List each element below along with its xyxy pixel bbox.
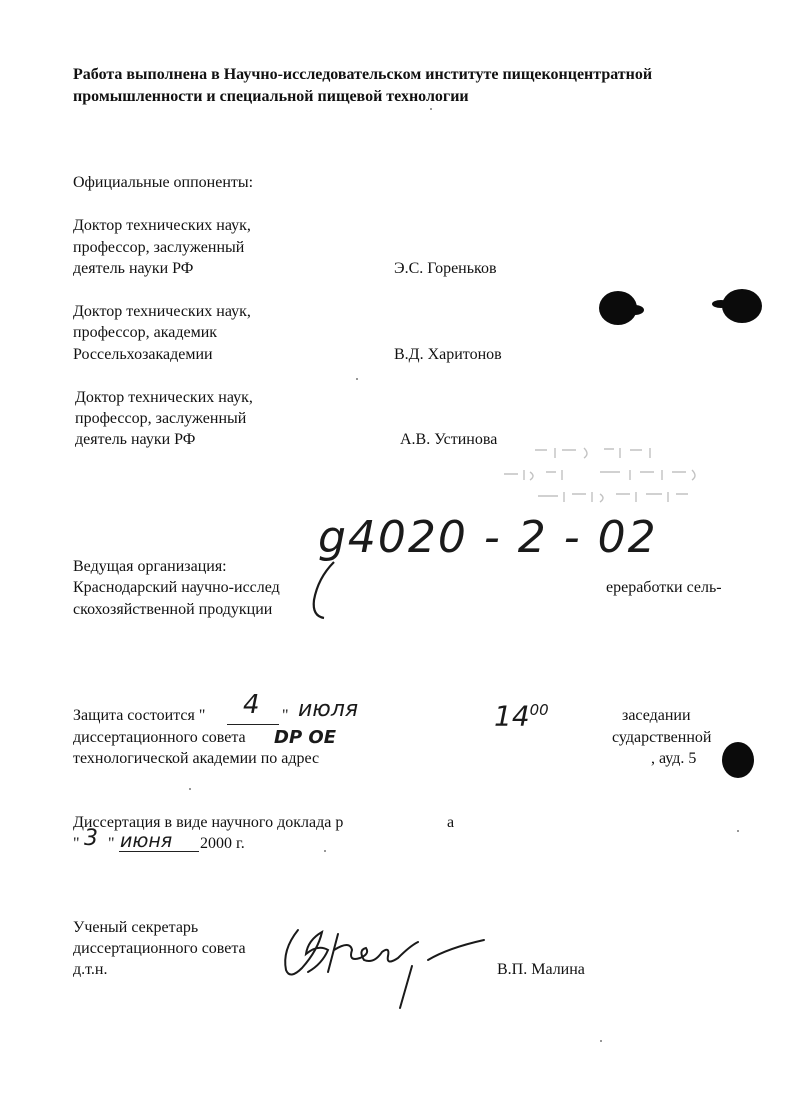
- opponent-title: профессор, академик: [73, 324, 218, 341]
- defense-line-2-end: сударственной: [612, 729, 712, 746]
- defense-line-2-start: диссертационного совета: [73, 729, 246, 746]
- handwritten-registration-number: g4020 - 2 - 02: [318, 512, 658, 563]
- defense-line-1-start: Защита состоится ": [73, 707, 206, 724]
- handwritten-dissertation-day: 3: [84, 826, 98, 851]
- dissertation-line-1-tail: а: [447, 814, 455, 831]
- dissertation-line-1: Диссертация в виде научного доклада р: [73, 814, 344, 831]
- opponent-name: Э.С. Гореньков: [394, 260, 497, 277]
- scan-speck: [324, 850, 326, 852]
- opponent-degree: Доктор технических наук,: [73, 303, 251, 320]
- opponent-honor: Россельхозакадемии: [73, 346, 213, 363]
- ink-blot: [712, 300, 730, 308]
- date-underline: [227, 724, 279, 725]
- opponent-name: А.В. Устинова: [400, 431, 498, 448]
- lead-org-line-1a: Краснодарский научно-исслед: [73, 579, 280, 596]
- secretary-council: диссертационного совета: [73, 940, 246, 957]
- dissertation-quote-close: ": [108, 835, 115, 852]
- defense-line-3-start: технологической академии по адрес: [73, 750, 320, 767]
- defense-quote: ": [282, 707, 289, 724]
- opponent-degree: Доктор технических наук,: [75, 389, 253, 406]
- secretary-name: В.П. Малина: [497, 961, 585, 978]
- scan-speck: [430, 108, 432, 110]
- defense-line-3-end: , ауд. 5: [651, 750, 697, 767]
- header-line-2: промышленности и специальной пищевой технологии: [73, 88, 469, 105]
- time-minutes: 00: [529, 701, 549, 719]
- scan-speck: [189, 788, 191, 790]
- defense-line-1-end: заседании: [622, 707, 691, 724]
- dissertation-quote-open: ": [73, 835, 80, 852]
- opponent-honor: деятель науки РФ: [73, 260, 194, 277]
- faded-stamp: [500, 440, 710, 504]
- scan-speck: [737, 830, 739, 832]
- scan-speck: [600, 1040, 602, 1042]
- handwritten-defense-day: 4: [243, 690, 260, 720]
- opponent-name: В.Д. Харитонов: [394, 346, 502, 363]
- scan-speck: [356, 378, 358, 380]
- opponent-title: профессор, заслуженный: [73, 239, 245, 256]
- lead-org-line-1b: ереработки сель-: [606, 579, 722, 596]
- handwritten-defense-time: [494, 694, 549, 732]
- handwritten-dissertation-month: июня: [120, 830, 173, 852]
- handwritten-stroke: [304, 560, 344, 620]
- dissertation-year: 2000 г.: [200, 835, 245, 852]
- month-underline: [119, 851, 199, 852]
- lead-org-heading: Ведущая организация:: [73, 558, 227, 575]
- opponent-degree: Доктор технических наук,: [73, 217, 251, 234]
- handwritten-defense-month: июля: [298, 697, 359, 722]
- secretary-title: Ученый секретарь: [73, 919, 199, 936]
- opponent-honor: деятель науки РФ: [75, 431, 196, 448]
- ink-blot: [722, 742, 754, 778]
- time-hours: 14: [494, 699, 530, 733]
- header-line-1: Работа выполнена в Научно-исследовательском институте пищеконцентратной: [73, 66, 653, 83]
- ink-blot: [626, 305, 644, 315]
- opponents-heading: Официальные оппоненты:: [73, 174, 254, 191]
- opponent-title: профессор, заслуженный: [75, 410, 247, 427]
- handwritten-council-code: DP OE: [274, 727, 336, 748]
- secretary-degree: д.т.н.: [73, 961, 108, 978]
- signature: [278, 910, 488, 1010]
- lead-org-line-2: скохозяйственной продукции: [73, 601, 273, 618]
